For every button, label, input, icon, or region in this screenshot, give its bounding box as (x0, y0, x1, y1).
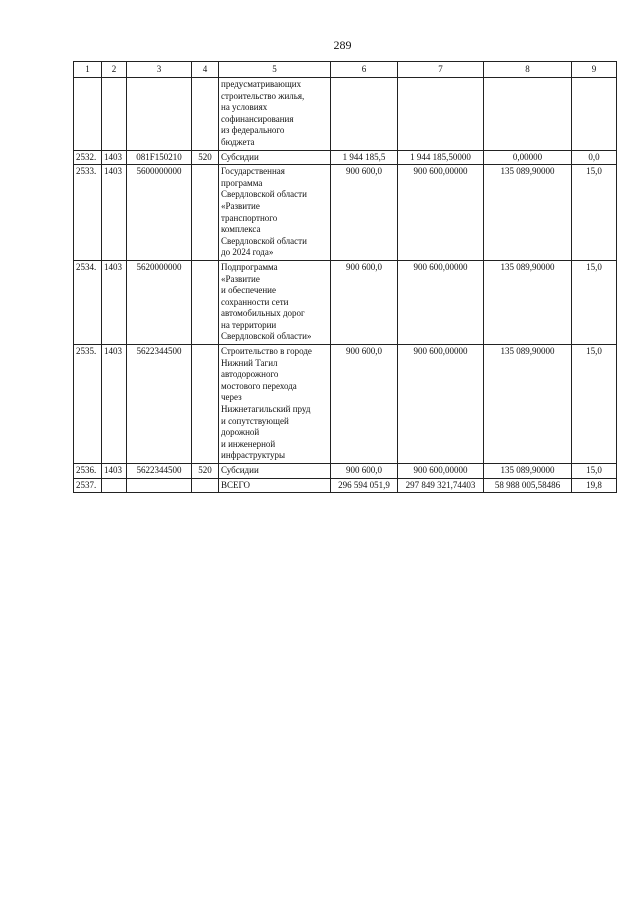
section-code: 1403 (102, 345, 127, 464)
percent-value: 15,0 (572, 260, 617, 344)
description-line: автомобильных дорог (221, 308, 305, 319)
table-row (74, 150, 617, 165)
table-row (74, 78, 617, 151)
percent-value: 15,0 (572, 345, 617, 464)
column-header: 8 (484, 62, 572, 78)
description-line: автодорожного (221, 369, 279, 380)
table-row (74, 260, 617, 344)
row-number: 2534. (74, 260, 102, 344)
page-number: 289 (333, 38, 352, 52)
row-number: 2535. (74, 345, 102, 464)
percent-value: 19,8 (572, 478, 617, 493)
description-line: Субсидии (221, 465, 259, 475)
column-header: 4 (192, 62, 219, 78)
table-row (74, 464, 617, 479)
percent-value (572, 78, 617, 151)
table-header-row (74, 62, 617, 78)
description-line: мостового перехода (221, 380, 297, 391)
amount-value: 1 944 185,5 (331, 150, 398, 165)
amount-precise-value: 1 944 185,50000 (398, 150, 484, 165)
description-line: предусматривающих (221, 79, 302, 89)
expense-type-code (192, 478, 219, 493)
target-article-code: 5622344500 (127, 345, 192, 464)
row-description (219, 345, 331, 464)
expense-type-code: 520 (192, 150, 219, 165)
row-description (219, 78, 331, 151)
description-line: Нижний Тагил (221, 357, 278, 368)
percent-value: 15,0 (572, 464, 617, 479)
description-line: софинансирования (221, 113, 294, 124)
target-article-code: 081F150210 (127, 150, 192, 165)
amount-value: 900 600,0 (331, 260, 398, 344)
description-line: и сопутствующей (221, 415, 289, 426)
amount-federal-value: 135 089,90000 (484, 464, 572, 479)
target-article-code (127, 78, 192, 151)
target-article-code: 5620000000 (127, 260, 192, 344)
section-code: 1403 (102, 260, 127, 344)
amount-federal-value: 135 089,90000 (484, 345, 572, 464)
amount-value (331, 78, 398, 151)
amount-federal-value (484, 78, 572, 151)
description-line: «Развитие (221, 273, 260, 284)
description-line: программа (221, 177, 263, 188)
description-line: до 2024 года» (221, 247, 274, 258)
section-code (102, 78, 127, 151)
description-line: Подпрограмма (221, 261, 278, 272)
description-line: инфраструктуры (221, 450, 285, 461)
column-header: 3 (127, 62, 192, 78)
row-number (74, 78, 102, 151)
description-line: Нижнетагильский пруд (221, 404, 311, 415)
percent-value: 0,0 (572, 150, 617, 165)
amount-precise-value: 297 849 321,74403 (398, 478, 484, 493)
expense-type-code (192, 78, 219, 151)
expense-type-code (192, 260, 219, 344)
budget-table (73, 61, 617, 493)
description-line: и обеспечение (221, 285, 276, 296)
column-header: 7 (398, 62, 484, 78)
expense-type-code (192, 165, 219, 261)
row-number: 2537. (74, 478, 102, 493)
description-line: Свердловской области (221, 235, 307, 246)
description-line: из федерального (221, 125, 285, 136)
percent-value: 15,0 (572, 165, 617, 261)
expense-type-code (192, 345, 219, 464)
description-line: дорожной (221, 427, 260, 438)
column-header: 6 (331, 62, 398, 78)
column-header: 2 (102, 62, 127, 78)
table-row (74, 345, 617, 464)
amount-value: 296 594 051,9 (331, 478, 398, 493)
section-code (102, 478, 127, 493)
description-line: через (221, 392, 242, 403)
target-article-code: 5600000000 (127, 165, 192, 261)
column-header: 1 (74, 62, 102, 78)
row-description (219, 260, 331, 344)
amount-federal-value: 0,00000 (484, 150, 572, 165)
amount-value: 900 600,0 (331, 165, 398, 261)
row-number: 2536. (74, 464, 102, 479)
description-line: Строительство в городе (221, 346, 312, 357)
section-code: 1403 (102, 165, 127, 261)
row-number: 2533. (74, 165, 102, 261)
description-line: «Развитие (221, 200, 260, 211)
amount-federal-value: 135 089,90000 (484, 260, 572, 344)
description-line: бюджета (221, 136, 255, 147)
section-code: 1403 (102, 150, 127, 165)
description-line: сохранности сети (221, 296, 289, 307)
amount-precise-value: 900 600,00000 (398, 165, 484, 261)
description-line: и инженерной (221, 438, 276, 449)
description-line: комплекса (221, 224, 261, 235)
description-line: на территории (221, 319, 277, 330)
row-number: 2532. (74, 150, 102, 165)
column-header: 9 (572, 62, 617, 78)
expense-type-code: 520 (192, 464, 219, 479)
amount-precise-value: 900 600,00000 (398, 260, 484, 344)
amount-federal-value: 58 988 005,58486 (484, 478, 572, 493)
row-description (219, 464, 331, 479)
column-header: 5 (219, 62, 331, 78)
amount-precise-value: 900 600,00000 (398, 345, 484, 464)
row-description (219, 478, 331, 493)
table-row (74, 165, 617, 261)
target-article-code (127, 478, 192, 493)
description-line: на условиях (221, 102, 268, 113)
target-article-code: 5622344500 (127, 464, 192, 479)
description-line: Свердловской области (221, 189, 307, 200)
table-row (74, 478, 617, 493)
description-line: Свердловской области» (221, 331, 312, 342)
amount-precise-value: 900 600,00000 (398, 464, 484, 479)
description-line: строительство жилья, (221, 90, 305, 101)
section-code: 1403 (102, 464, 127, 479)
amount-federal-value: 135 089,90000 (484, 165, 572, 261)
row-description (219, 165, 331, 261)
description-line: Государственная (221, 166, 285, 177)
description-line: транспортного (221, 212, 278, 223)
amount-precise-value (398, 78, 484, 151)
description-line: ВСЕГО (221, 479, 250, 490)
row-description (219, 150, 331, 165)
amount-value: 900 600,0 (331, 464, 398, 479)
amount-value: 900 600,0 (331, 345, 398, 464)
description-line: Субсидии (221, 151, 259, 162)
